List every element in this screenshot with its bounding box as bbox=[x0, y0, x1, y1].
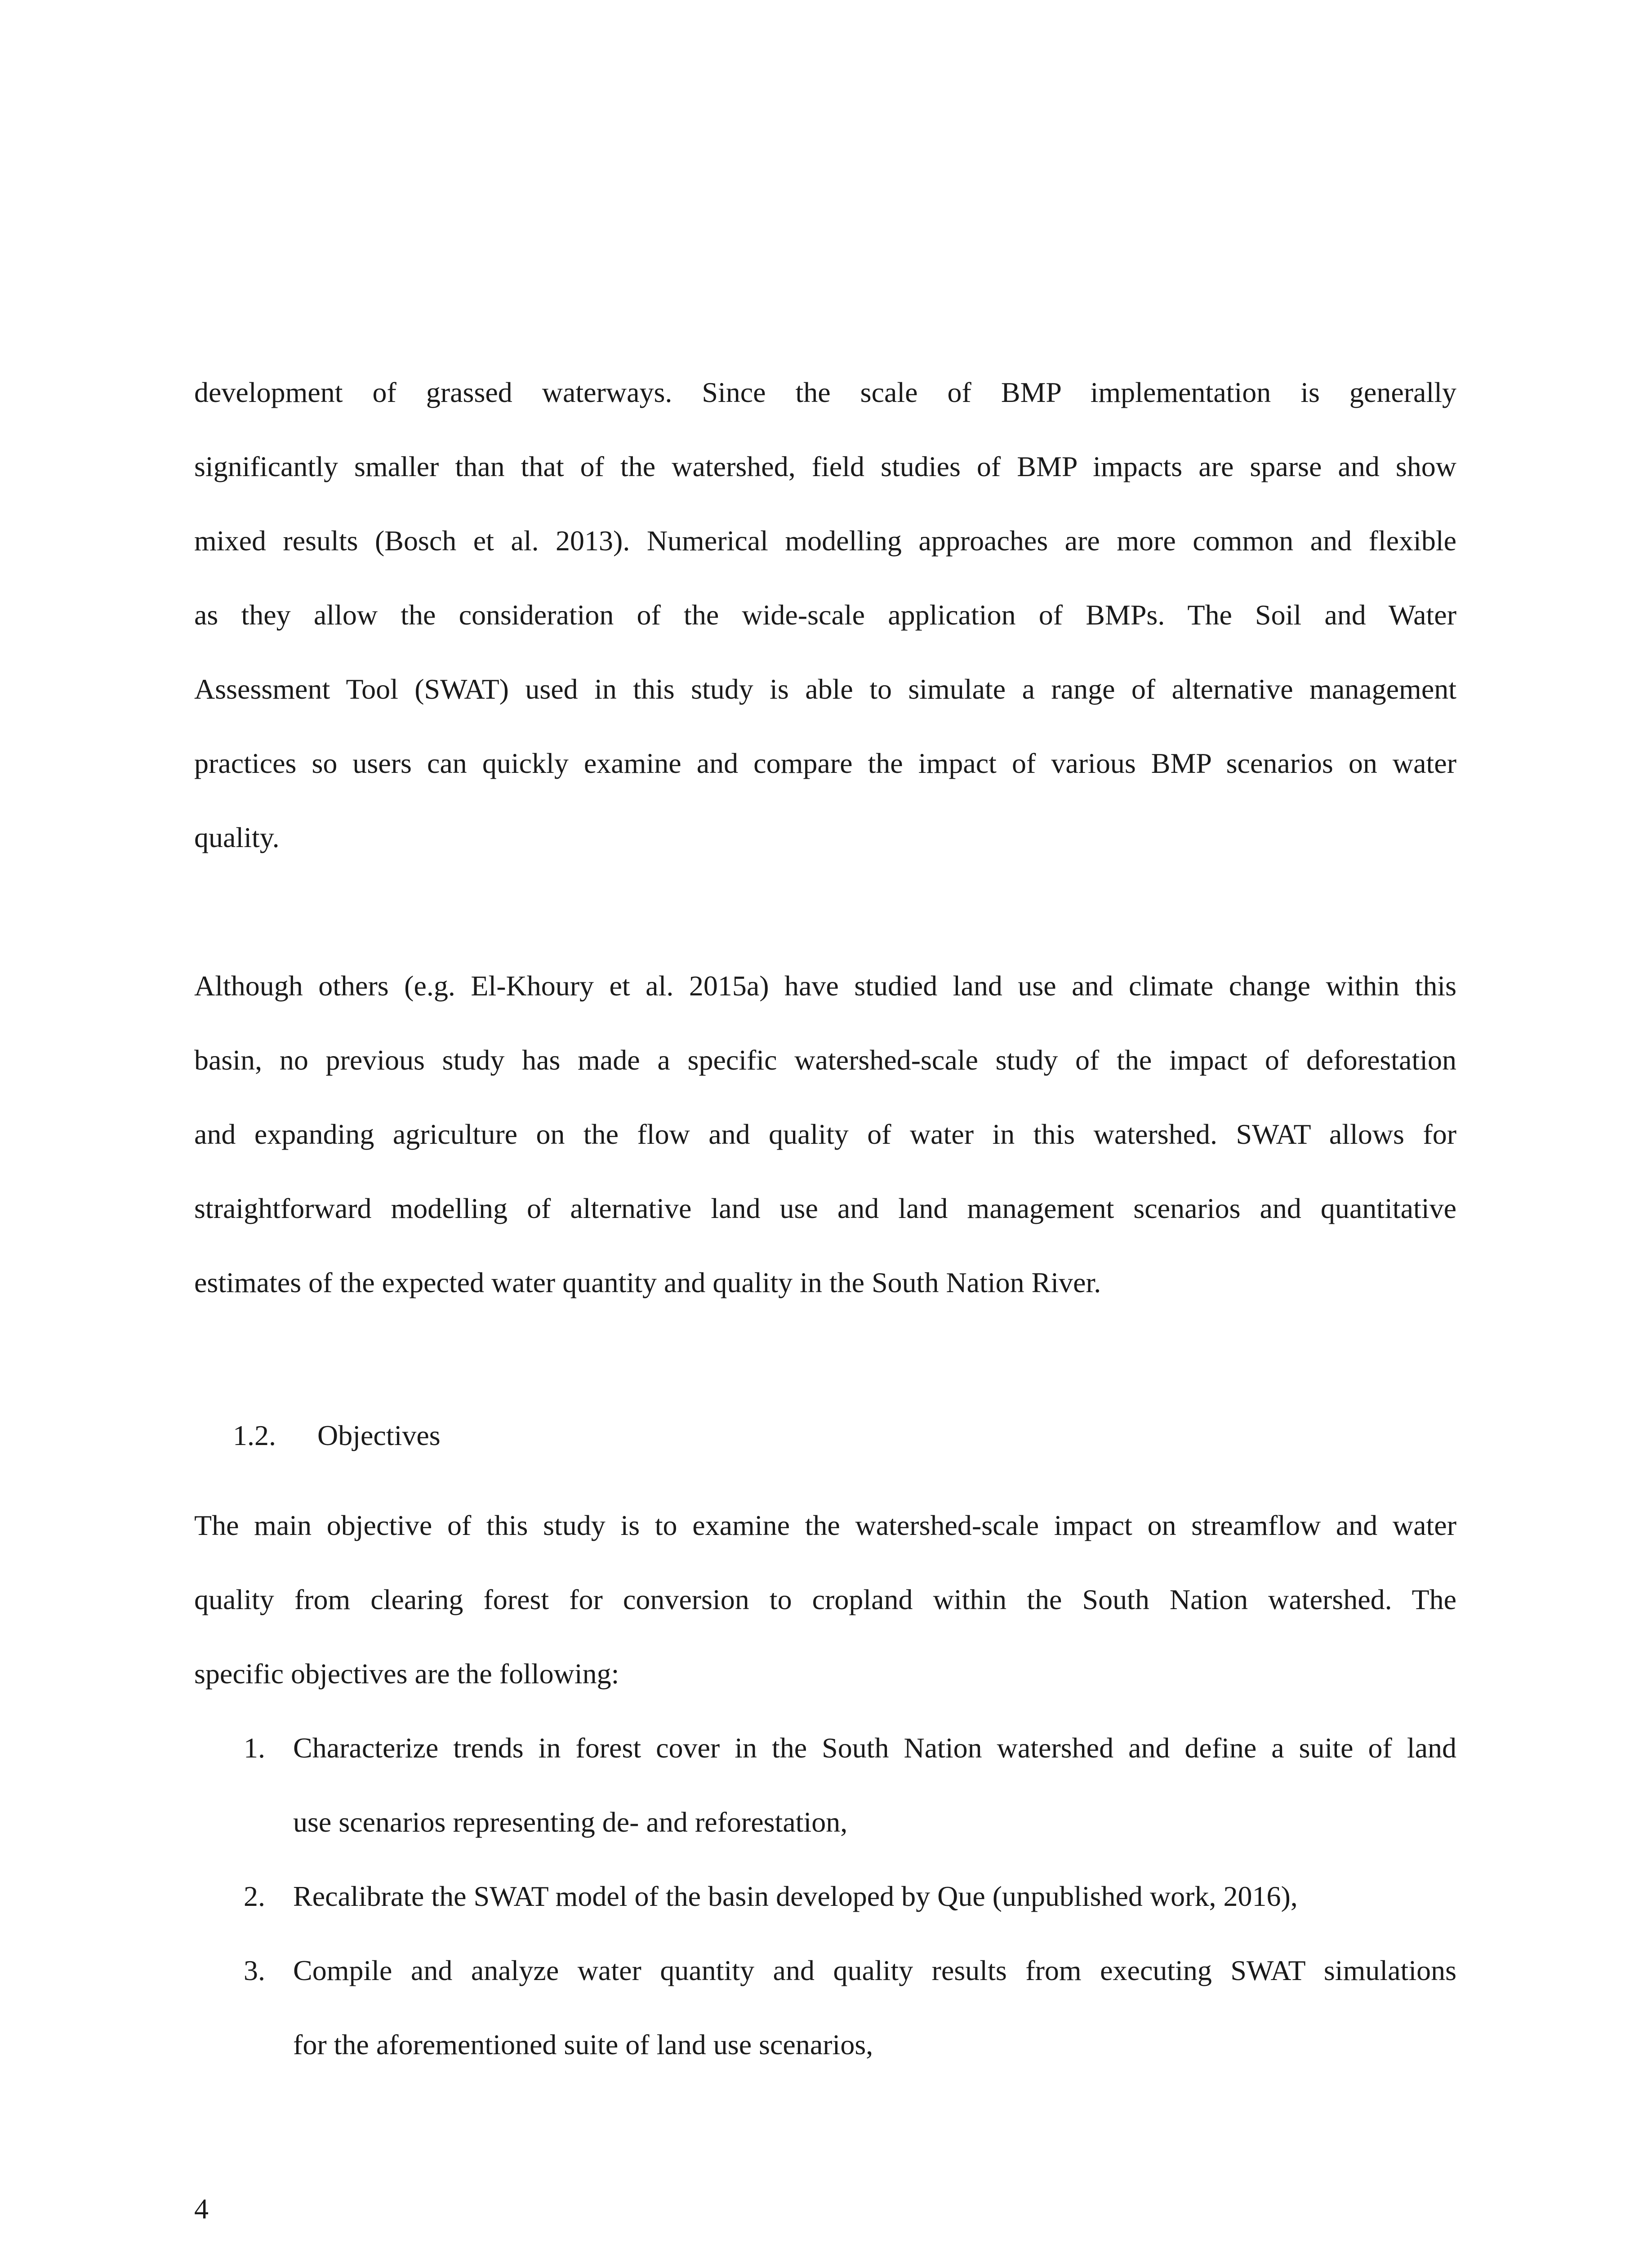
text-line: quality from clearing forest for conversion to cropland within the South Nation watershed. The bbox=[194, 1583, 1456, 1615]
list-item-number: 1. bbox=[244, 1732, 265, 1764]
text-line: basin, no previous study has made a specific watershed-scale study of the impact of deforestation bbox=[194, 1044, 1456, 1076]
objectives-list bbox=[194, 1711, 1456, 2082]
section-heading bbox=[233, 1398, 441, 1472]
section-number: 1.2. bbox=[233, 1419, 276, 1451]
text-line: estimates of the expected water quantity and quality in the South Nation River. bbox=[194, 1267, 1101, 1298]
text-line: Recalibrate the SWAT model of the basin developed by Que (unpublished work, 2016), bbox=[293, 1880, 1298, 1912]
text-line: straightforward modelling of alternative land use and land management scenarios and quantitative bbox=[194, 1192, 1456, 1224]
section-title: Objectives bbox=[317, 1419, 441, 1451]
paragraph-bmp-modelling bbox=[194, 355, 1456, 874]
text-line: quality. bbox=[194, 821, 280, 853]
text-line: for the aforementioned suite of land use scenarios, bbox=[293, 2029, 873, 2061]
list-item-number: 3. bbox=[244, 1954, 265, 1986]
text-line: significantly smaller than that of the watershed, field studies of BMP impacts are sparse and show bbox=[194, 450, 1456, 482]
list-item bbox=[194, 1933, 1456, 2082]
page-number: 4 bbox=[194, 2193, 209, 2225]
list-item-number: 2. bbox=[244, 1880, 265, 1912]
paragraph-previous-studies bbox=[194, 949, 1456, 1320]
text-line: specific objectives are the following: bbox=[194, 1658, 619, 1690]
text-line: mixed results (Bosch et al. 2013). Numerical modelling approaches are more common and flexible bbox=[194, 525, 1456, 557]
text-line: and expanding agriculture on the flow and quality of water in this watershed. SWAT allows for bbox=[194, 1118, 1456, 1150]
text-line: practices so users can quickly examine and compare the impact of various BMP scenarios on water bbox=[194, 747, 1456, 779]
text-line: Assessment Tool (SWAT) used in this study is able to simulate a range of alternative management bbox=[194, 673, 1456, 705]
paragraph-main-objective bbox=[194, 1488, 1456, 1711]
text-line: Although others (e.g. El-Khoury et al. 2015a) have studied land use and climate change within this bbox=[194, 970, 1456, 1002]
text-line: Compile and analyze water quantity and quality results from executing SWAT simulations bbox=[293, 1954, 1456, 1986]
text-line: use scenarios representing de- and reforestation, bbox=[293, 1806, 848, 1838]
text-line: development of grassed waterways. Since the scale of BMP implementation is generally bbox=[194, 376, 1456, 408]
text-line: The main objective of this study is to examine the watershed-scale impact on streamflow and water bbox=[194, 1509, 1456, 1541]
list-item bbox=[194, 1859, 1456, 1933]
text-line: as they allow the consideration of the wide-scale application of BMPs. The Soil and Water bbox=[194, 599, 1456, 631]
text-line: Characterize trends in forest cover in the South Nation watershed and define a suite of land bbox=[293, 1732, 1456, 1764]
list-item bbox=[194, 1711, 1456, 1859]
